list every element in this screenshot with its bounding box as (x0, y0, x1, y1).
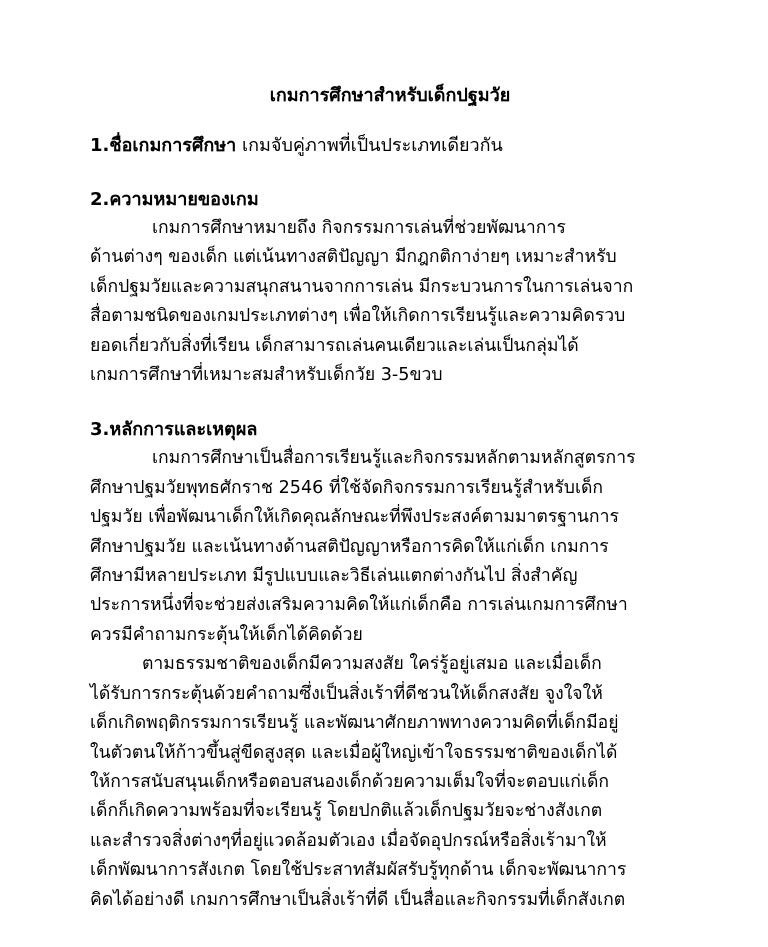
paragraph-line: ปฐมวัย เพื่อพัฒนาเด็กให้เกิดคุณลักษณะที่พึงประสงค์ตามมาตรฐานการ (90, 507, 619, 528)
paragraph-line: สื่อตามชนิดของเกมประเภทต่างๆ เพื่อให้เกิดการเรียนรู้และความคิดรวบ (90, 306, 626, 327)
section-gap (90, 160, 690, 186)
paragraph-line: ควรมีคำถามกระตุ้นให้เด็กได้คิดด้วย (90, 624, 363, 645)
section-2-heading: 2.ความหมายของเกม (90, 189, 259, 210)
document-title: เกมการศึกษาสำหรับเด็กปฐมวัย (269, 85, 511, 106)
paragraph-line: เกมการศึกษาที่เหมาะสมสำหรับเด็กวัย 3-5ขวบ (90, 365, 443, 386)
paragraph-line: เกมการศึกษาเป็นสื่อการเรียนรู้และกิจกรรมหลักตามหลักสูตรการ (152, 448, 636, 469)
paragraph-line: ในตัวตนให้ก้าวขึ้นสู่ขีดสูงสุด และเมื่อผู้ใหญ่เข้าใจธรรมชาติของเด็กได้ (90, 742, 618, 763)
paragraph-line: ให้การสนับสนุนเด็กหรือตอบสนองเด็กด้วยความเต็มใจที่จะตอบแก่เด็ก (90, 771, 610, 792)
paragraph-line: ได้รับการกระตุ้นด้วยคำถามซึ่งเป็นสิ่งเร้าที่ดีชวนให้เด็กสงสัย จูงใจให้ (90, 683, 603, 704)
paragraph-line: เด็กเกิดพฤติกรรมการเรียนรู้ และพัฒนาศักยภาพทางความคิดที่เด็กมีอยู่ (90, 713, 619, 734)
paragraph-line: ประการหนึ่งที่จะช่วยส่งเสริมความคิดให้แก่เด็กคือ การเล่นเกมการศึกษา (90, 595, 628, 616)
paragraph-line: เด็กพัฒนาการสังเกต โดยใช้ประสาทสัมผัสรับรู้ทุกด้าน เด็กจะพัฒนาการ (90, 860, 627, 881)
paragraph-line: ศึกษาปฐมวัยพุทธศักราช 2546 ที่ใช้จัดกิจกรรมการเรียนรู้สำหรับเด็ก (90, 477, 604, 498)
section-1 (90, 132, 690, 160)
paragraph-line: ยอดเกี่ยวกับสิ่งที่เรียน เด็กสามารถเล่นคนเดียวและเล่นเป็นกลุ่มได้ (90, 335, 579, 356)
paragraph-line: ด้านต่างๆ ของเด็ก แต่เน้นทางสติปัญญา มีกฎกติกาง่ายๆ เหมาะสำหรับ (90, 247, 617, 268)
paragraph-line: ศึกษามีหลายประเภท มีรูปแบบและวิธีเล่นแตกต่างกันไป สิ่งสำคัญ (90, 566, 578, 587)
paragraph-line: และสำรวจสิ่งต่างๆที่อยู่แวดล้อมตัวเอง เมื่อจัดอุปกรณ์หรือสิ่งเร้ามาให้ (90, 830, 607, 851)
paragraph-line: เกมการศึกษาหมายถึง กิจกรรมการเล่นที่ช่วยพัฒนาการ (152, 218, 566, 238)
section-1-heading: 1.ชื่อเกมการศึกษา (90, 135, 237, 156)
document-page (90, 82, 690, 915)
section-2-paragraph (90, 214, 690, 390)
paragraph-line: ศึกษาปฐมวัย และเน้นทางด้านสติปัญญาหรือการคิดให้แก่เด็ก เกมการ (90, 536, 609, 557)
section-3-paragraph-2 (90, 650, 690, 915)
paragraph-line: เด็กก็เกิดความพร้อมที่จะเรียนรู้ โดยปกติแล้วเด็กปฐมวัยจะช่างสังเกต (90, 801, 603, 822)
section-3-paragraph-1 (90, 444, 690, 650)
section-3-heading: 3.หลักการและเหตุผล (90, 419, 258, 441)
section-1-text: เกมจับคู่ภาพที่เป็นประเภทเดียวกัน (236, 135, 503, 156)
paragraph-line: เด็กปฐมวัยและความสนุกสนานจากการเล่น มีกระบวนการในการเล่นจาก (90, 276, 634, 297)
section-gap (90, 390, 690, 416)
paragraph-line: คิดได้อย่างดี เกมการศึกษาเป็นสิ่งเร้าที่ดี เป็นสื่อและกิจกรรมที่เด็กสังเกต (90, 889, 626, 910)
paragraph-line: ตามธรรมชาติของเด็กมีความสงสัย ใคร่รู้อยู่เสมอ และเมื่อเด็ก (142, 654, 602, 675)
